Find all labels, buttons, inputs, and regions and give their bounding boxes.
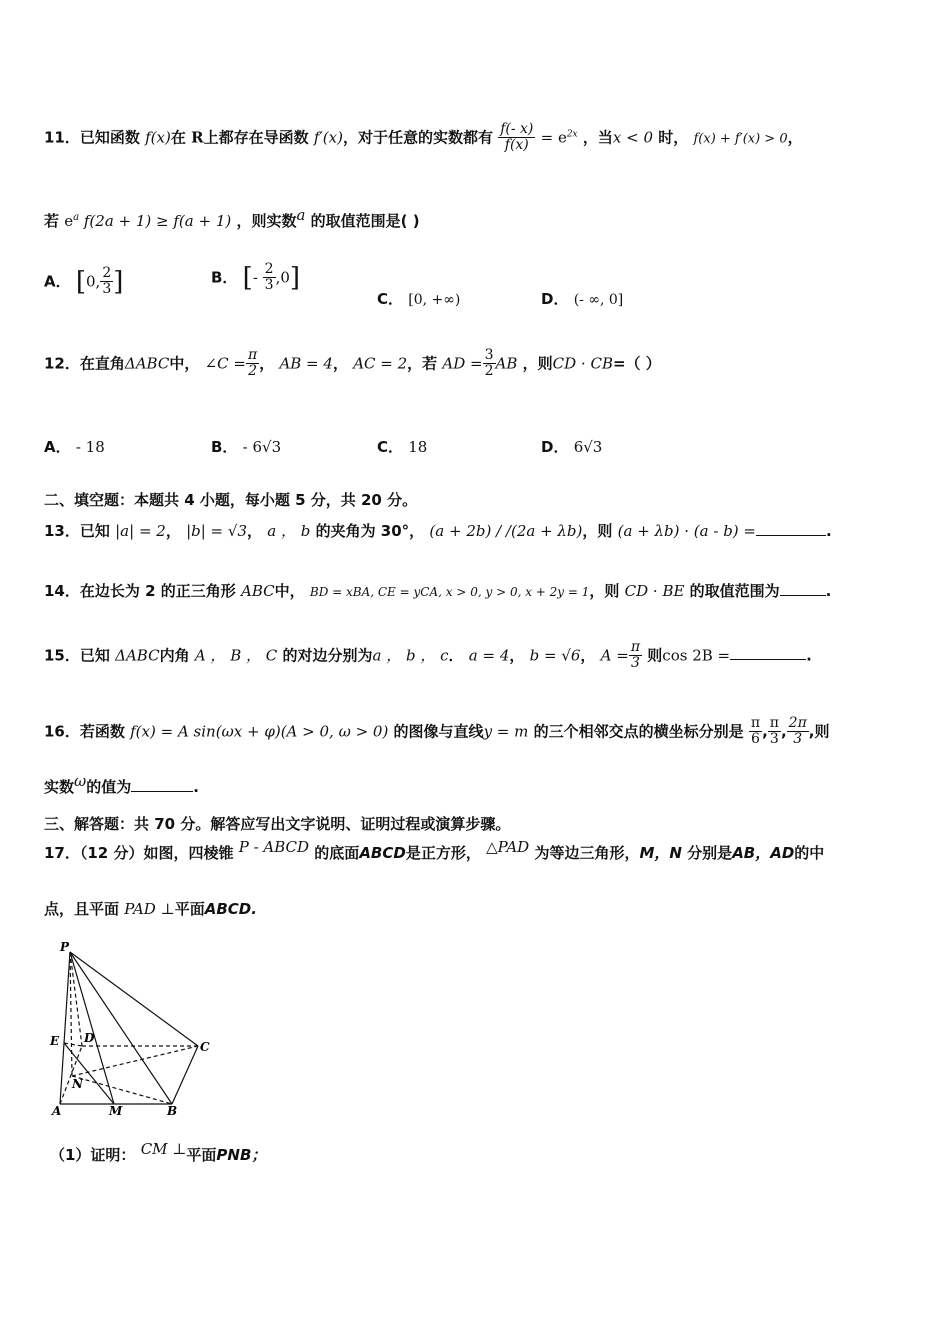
q14-answer-blank[interactable]	[780, 583, 826, 596]
q17-sub1: （1）证明： $^{CM \perp}$平面PNB；	[50, 1140, 267, 1164]
edge-PB	[70, 952, 172, 1104]
q15-line: 15．已知 ΔABC内角 A ， B ， C 的对边分别为a ， b ， c． a = 4， b = √6， A = $\frac{\pi}{3}$ 则cos 2B = .	[44, 639, 812, 672]
edge-NC	[72, 1046, 198, 1076]
q11-number: 11．	[44, 128, 80, 147]
edge-BC	[172, 1046, 198, 1104]
section-fill-in-heading: 二、填空题：本题共 4 小题，每小题 5 分，共 20 分。	[44, 491, 418, 509]
q12-option-a[interactable]: A． - 18	[44, 438, 105, 456]
q12-number: 12．	[44, 354, 80, 373]
section-solution-heading: 三、解答题：共 70 分。解答应写出文字说明、证明过程或演算步骤。	[44, 815, 511, 833]
label-B: B	[167, 1104, 178, 1118]
q14-line: 14．在边长为 2 的正三角形 ABC中， BD = xBA, CE = yCA, x > 0, y > 0, x + 2y = 1，则 CD · BE 的取值范围为 .	[44, 582, 832, 600]
q12-option-c[interactable]: C． 18	[377, 438, 428, 456]
label-D: D	[84, 1031, 95, 1045]
q16-line2: 实数$^\omega$的值为 .	[44, 772, 199, 796]
q15-number: 15．	[44, 646, 80, 665]
q17-line1: 17．（12 分）如图，四棱锥 $^{P - ABCD}$ 的底面ABCD是正方形， $^{\triangle PAD}$ 为等边三角形，M，N 分别是AB，AD的中	[44, 838, 825, 862]
q16-line1: 16．若函数 f(x) = A sin(ωx + φ)(A > 0, ω > 0) 的图像与直线y = m 的三个相邻交点的横坐标分别是 $\frac{\pi}{6}$ , $\frac{\pi}{3}$ , $\frac{2\pi}{3}$ ,则	[44, 715, 830, 748]
q11-option-b[interactable]: B． [- $\frac{2}{3}$ ,0]	[211, 261, 301, 294]
q17-pyramid-figure	[46, 938, 216, 1118]
q11-option-d[interactable]: D． (- ∞, 0]	[541, 290, 624, 308]
q11-line2: 若 $e^a$ f(2a + 1) ≥ f(a + 1) ，则实数$^a$ 的取值范围是( )	[44, 206, 420, 230]
q17-line2: 点，且平面 PAD ⊥平面ABCD.	[44, 900, 257, 918]
edge-PN	[70, 952, 72, 1076]
label-A: A	[52, 1104, 62, 1118]
q16-answer-blank[interactable]	[131, 779, 193, 792]
q11-line1: 11．已知函数 f(x)在 R上都存在导函数 f′(x)，对于任意的实数都有 $\frac{f(- x)}{f(x)}$ = $e^{2x}$ ，当x < 0 时， f(x) + f′(x) > 0，	[44, 121, 803, 154]
q12-line1: 12．在直角ΔABC中， ∠C = $\frac{\pi}{2}$ ， AB = 4， AC = 2，若 AD = $\frac{3}{2}$ AB ，则CD · CB=（ ）	[44, 347, 661, 380]
label-M: M	[109, 1104, 123, 1118]
label-C: C	[200, 1040, 210, 1054]
q13-line: 13．已知 |a| = 2， |b| = √3， a ， b 的夹角为 30°， (a + 2b) / /(2a + λb)，则 (a + λb) · (a - b) = .	[44, 522, 832, 540]
edge-NB	[72, 1076, 172, 1104]
q15-answer-blank[interactable]	[730, 647, 806, 660]
label-E: E	[50, 1034, 60, 1048]
q17-number: 17．	[44, 844, 80, 862]
q11-option-a[interactable]: A． [0, $\frac{2}{3}$ ]	[44, 265, 124, 298]
q12-option-b[interactable]: B． - 6√3	[211, 438, 282, 456]
q11-fraction: $\frac{f(- x)}{f(x)}$	[500, 121, 534, 154]
label-N: N	[72, 1077, 83, 1091]
q13-answer-blank[interactable]	[756, 523, 826, 536]
q16-number: 16．	[44, 722, 80, 741]
q14-number: 14．	[44, 582, 80, 600]
q12-option-d[interactable]: D． 6√3	[541, 438, 603, 456]
q13-number: 13．	[44, 522, 80, 540]
label-P: P	[60, 940, 70, 954]
q11-option-c[interactable]: C． [0, +∞)	[377, 290, 461, 308]
